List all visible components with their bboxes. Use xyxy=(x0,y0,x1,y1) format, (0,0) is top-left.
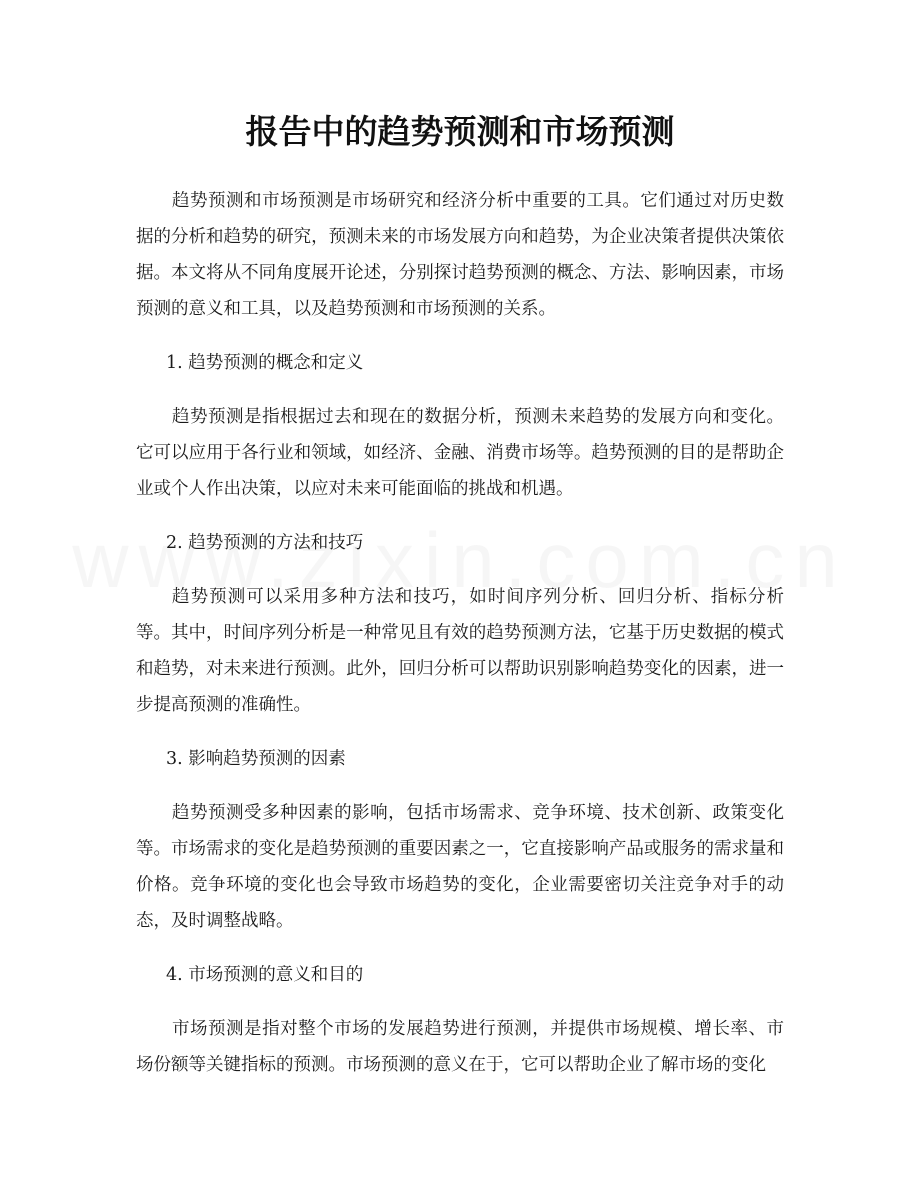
section-paragraph-4: 市场预测是指对整个市场的发展趋势进行预测，并提供市场规模、增长率、市场份额等关键指标的预测。市场预测的意义在于，它可以帮助企业了解市场的变化 xyxy=(136,1019,784,1075)
section-paragraph-3: 趋势预测受多种因素的影响，包括市场需求、竞争环境、技术创新、政策变化等。市场需求的变化是趋势预测的重要因素之一，它直接影响产品或服务的需求量和价格。竞争环境的变化也会导致市场趋势的变化，企业需要密切关注竞争对手的动态，及时调整战略。 xyxy=(136,803,784,931)
document-body xyxy=(136,183,784,1101)
section-heading-4: 4. 市场预测的意义和目的 xyxy=(166,965,364,985)
section-paragraph-1: 趋势预测是指根据过去和现在的数据分析，预测未来趋势的发展方向和变化。它可以应用于各行业和领域，如经济、金融、消费市场等。趋势预测的目的是帮助企业或个人作出决策，以应对未来可能面临的挑战和机遇。 xyxy=(136,407,784,499)
section-heading-3: 3. 影响趋势预测的因素 xyxy=(166,749,346,769)
section-paragraph-2: 趋势预测可以采用多种方法和技巧，如时间序列分析、回归分析、指标分析等。其中，时间序列分析是一种常见且有效的趋势预测方法，它基于历史数据的模式和趋势，对未来进行预测。此外，回归分析可以帮助识别影响趋势变化的因素，进一步提高预测的准确性。 xyxy=(136,587,784,715)
intro-paragraph: 趋势预测和市场预测是市场研究和经济分析中重要的工具。它们通过对历史数据的分析和趋势的研究，预测未来的市场发展方向和趋势，为企业决策者提供决策依据。本文将从不同角度展开论述，分别探讨趋势预测的概念、方法、影响因素，市场预测的意义和工具，以及趋势预测和市场预测的关系。 xyxy=(136,191,784,319)
section-heading-2: 2. 趋势预测的方法和技巧 xyxy=(166,533,364,553)
section-heading-1: 1. 趋势预测的概念和定义 xyxy=(166,353,364,373)
document-title: 报告中的趋势预测和市场预测 xyxy=(245,112,675,151)
